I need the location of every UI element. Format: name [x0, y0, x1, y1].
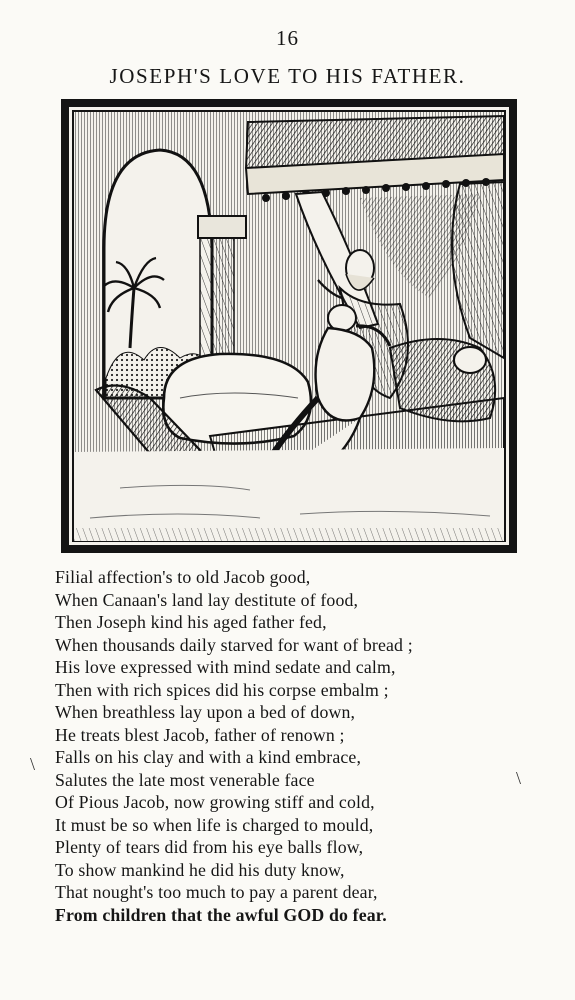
- poem-line: Filial affection's to old Jacob good,: [55, 567, 311, 587]
- page-number: 16: [276, 26, 299, 50]
- poem-line-final: From children that the awful GOD do fear.: [55, 904, 387, 925]
- poem-line: Of Pious Jacob, now growing stiff and cold,: [55, 792, 375, 812]
- poem-line: He treats blest Jacob, father of renown ;: [55, 724, 345, 745]
- margin-mark-left: \: [30, 754, 36, 774]
- poem-line: His love expressed with mind sedate and calm,: [55, 657, 396, 677]
- poem-line: Falls on his clay and with a kind embrace,: [55, 747, 362, 767]
- woodcut-illustration: [60, 98, 518, 554]
- page-title: JOSEPH'S LOVE TO HIS FATHER.: [109, 64, 466, 88]
- poem-line: When breathless lay upon a bed of down,: [55, 702, 356, 722]
- margin-mark-right: \: [516, 768, 522, 788]
- poem-line: Then Joseph kind his aged father fed,: [55, 612, 327, 632]
- poem-line: It must be so when life is charged to mould,: [55, 814, 374, 835]
- poem: [55, 566, 555, 926]
- poem-line: That nought's too much to pay a parent dear,: [55, 882, 378, 902]
- poem-line: Then with rich spices did his corpse embalm ;: [55, 679, 389, 700]
- poem-line: When thousands daily starved for want of bread ;: [55, 634, 413, 655]
- poem-line: When Canaan's land lay destitute of food,: [55, 589, 359, 610]
- poem-line: To show mankind he did his duty know,: [55, 859, 345, 880]
- poem-line: Plenty of tears did from his eye balls flow,: [55, 837, 364, 857]
- poem-line: Salutes the late most venerable face: [55, 769, 315, 790]
